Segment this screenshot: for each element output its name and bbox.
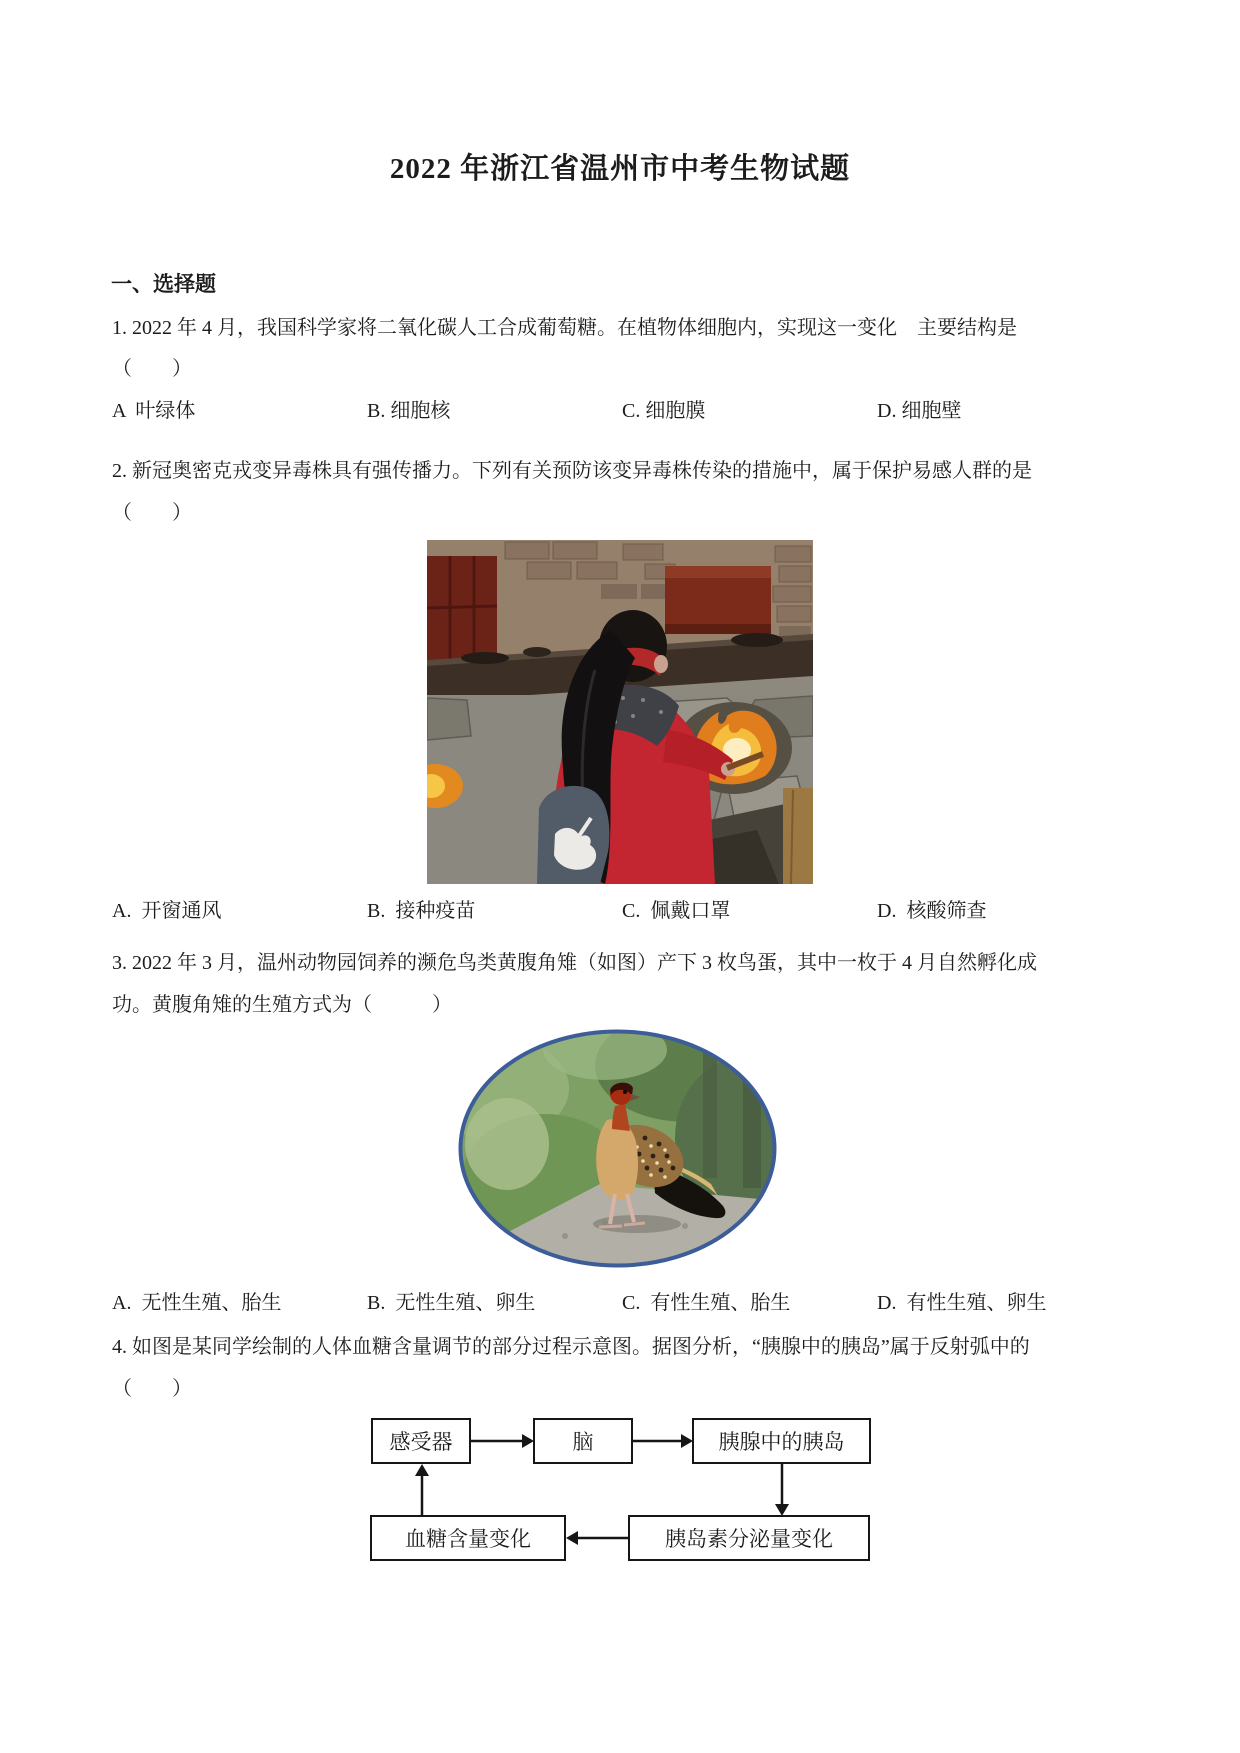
q1-option-b: B. 细胞核 xyxy=(367,400,451,422)
q3-option-b: B. 无性生殖、卵生 xyxy=(367,1292,536,1314)
q3-option-c: C. 有性生殖、胎生 xyxy=(622,1292,791,1314)
page-title: 2022 年浙江省温州市中考生物试题 xyxy=(389,153,851,185)
flowchart-box-pancreas-islet: 胰腺中的胰岛 xyxy=(692,1418,871,1464)
flowchart-arrows xyxy=(320,1390,880,1575)
q1-answer-paren: （ ） xyxy=(112,358,192,380)
flowchart-box-brain: 脑 xyxy=(533,1418,633,1464)
q3-text-line2: 功。黄腹角雉的生殖方式为（ ） xyxy=(112,994,452,1016)
q2-answer-paren: （ ） xyxy=(112,502,192,524)
q2-text: 2. 新冠奥密克戎变异毒株具有强传播力。下列有关预防该变异毒株传染的措施中，属于保护易感人群的是 xyxy=(112,460,1032,482)
q3-option-a: A. 无性生殖、胎生 xyxy=(112,1292,282,1314)
q1-option-c: C. 细胞膜 xyxy=(622,400,706,422)
stove-fire-photo xyxy=(427,540,813,884)
q2-option-a: A. 开窗通风 xyxy=(112,900,222,922)
flowchart-box-blood-sugar: 血糖含量变化 xyxy=(370,1515,566,1561)
q2-option-b: B. 接种疫苗 xyxy=(367,900,476,922)
tragopan-photo xyxy=(455,1026,780,1271)
q1-option-a: A 叶绿体 xyxy=(112,400,196,422)
q2-option-d: D. 核酸筛查 xyxy=(877,900,987,922)
q1-text: 1. 2022 年 4 月，我国科学家将二氧化碳人工合成葡萄糖。在植物体细胞内，实现这一变化 主要结构是 xyxy=(112,317,1017,339)
section-heading-choice: 一、选择题 xyxy=(111,272,216,296)
q4-answer-paren: （ ） xyxy=(112,1378,192,1400)
q1-option-d: D. 细胞壁 xyxy=(877,400,962,422)
q3-text-line1: 3. 2022 年 3 月，温州动物园饲养的濒危鸟类黄腹角雉（如图）产下 3 枚鸟蛋，其中一枚于 4 月自然孵化成 xyxy=(112,952,1037,974)
q2-option-c: C. 佩戴口罩 xyxy=(622,900,731,922)
flowchart-box-insulin: 胰岛素分泌量变化 xyxy=(628,1515,870,1561)
flowchart-box-receptor: 感受器 xyxy=(371,1418,471,1464)
q4-text: 4. 如图是某同学绘制的人体血糖含量调节的部分过程示意图。据图分析，“胰腺中的胰岛”属于反射弧中的 xyxy=(112,1336,1030,1358)
q3-option-d: D. 有性生殖、卵生 xyxy=(877,1292,1047,1314)
